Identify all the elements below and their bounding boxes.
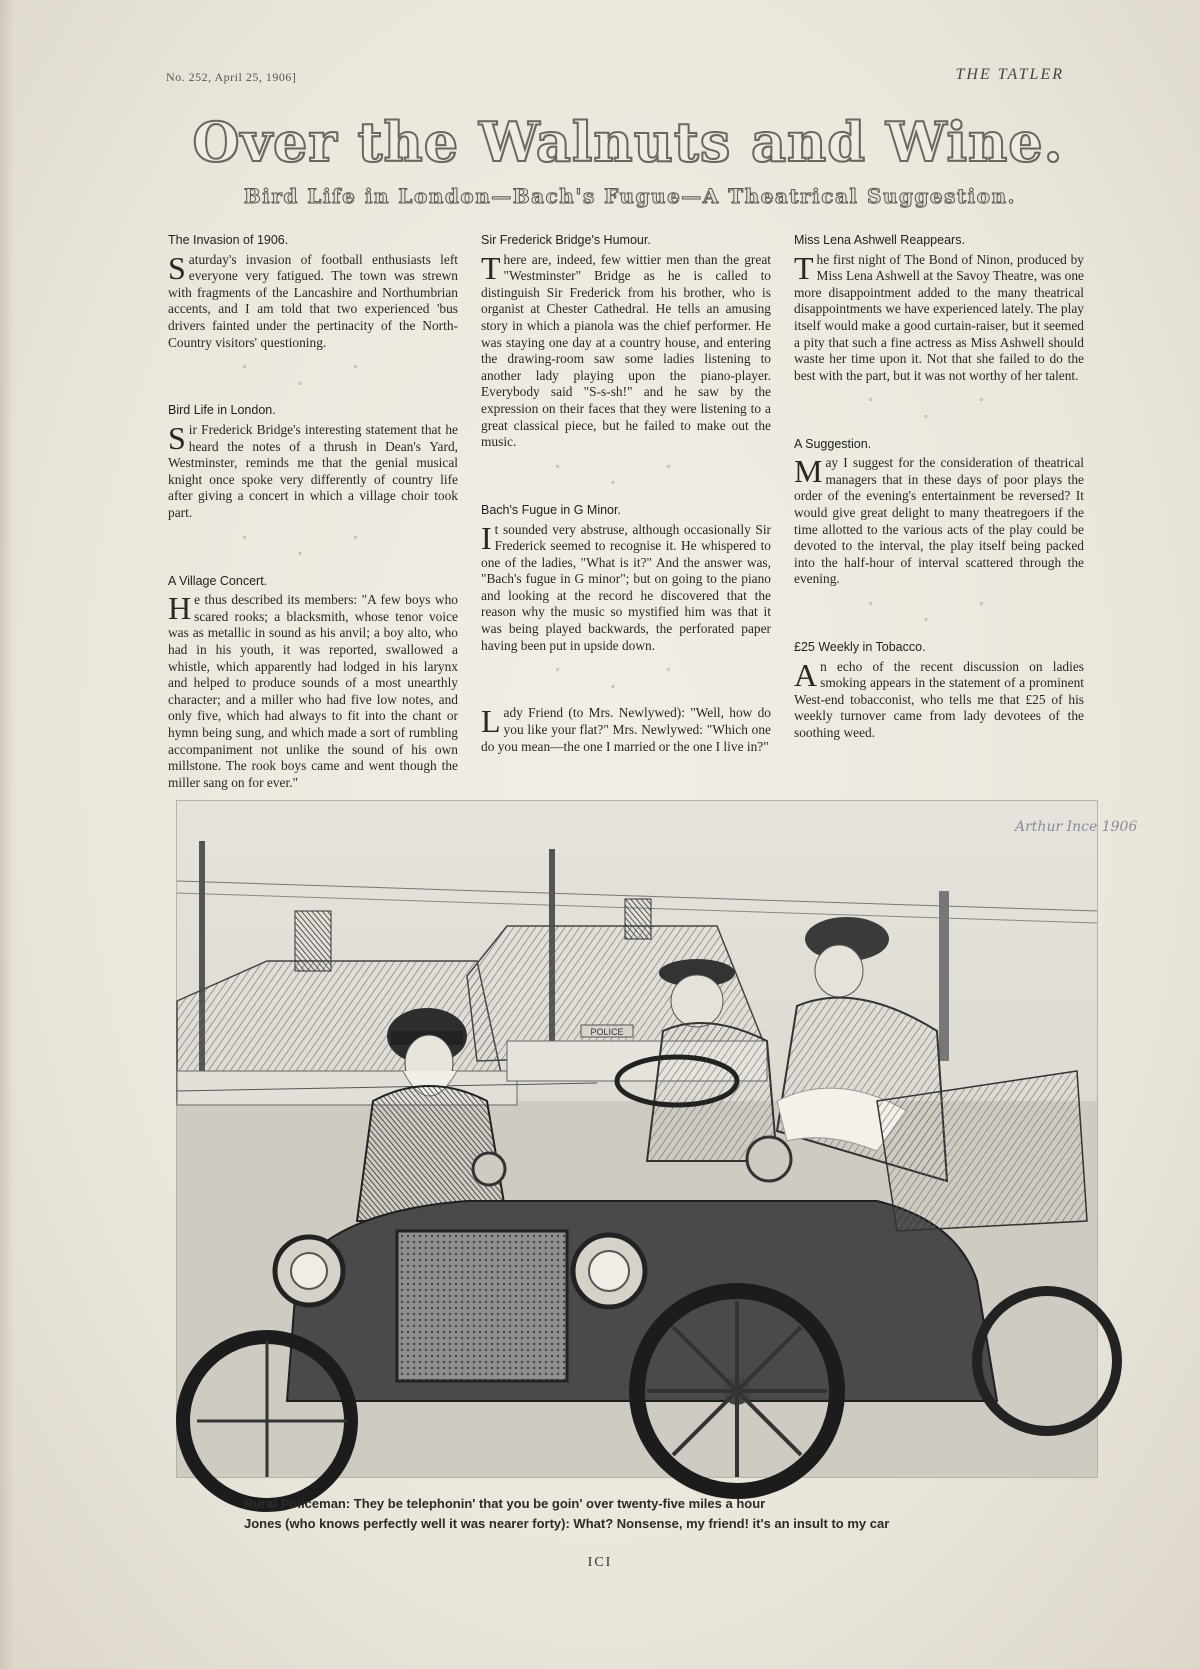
text-column-2 <box>481 232 771 755</box>
section-body: It sounded very abstruse, although occasionally Sir Frederick seemed to recognise it. He whispered to one of the ladies, "What is it?" And the answer was, "Bach's fugue in G minor"; but on going to the piano and looking at the record he discovered that the reason why the music so mystified him was that it was being played backwards, the perforated paper having been put in upside down. <box>481 519 771 653</box>
separator-dots: ◦ ◦ ◦ <box>555 664 723 693</box>
section-body: Sir Frederick Bridge's interesting statement that he heard the notes of a thrush in Dean's Yard, Westminster, reminds me that the genial musical knight once spoke very differently of country life after giving a concert in which a village choir took part. <box>168 419 458 520</box>
page-edge-shadow <box>0 0 14 1669</box>
separator-dots: ◦ ◦ ◦ <box>868 394 1036 423</box>
section <box>794 436 1084 588</box>
article-title: Over the Walnuts and Wine. <box>192 110 1064 174</box>
section-heading: Bird Life in London. <box>168 403 276 418</box>
illustration-caption <box>244 1494 1104 1534</box>
separator-dots: ◦ ◦ ◦ <box>242 531 410 561</box>
section-heading: £25 Weekly in Tobacco. <box>794 640 926 655</box>
section <box>168 402 458 521</box>
police-sign-text: POLICE <box>590 1027 624 1037</box>
section <box>168 232 458 351</box>
illustration-drawing <box>177 801 1138 1477</box>
section-body: May I suggest for the consideration of theatrical managers that in these days of poor plays the order of the evening's entertainment be reversed? It would give great delight to many theatregoers if the time allotted to the various acts of the play could be devoted to the interval, the play itself being packed into the half-hour of interval scattered through the evening. <box>794 453 1084 587</box>
dialogue-joke: Lady Friend (to Mrs. Newlywed): "Well, how do you like your flat?" Mrs. Newlywed: "Which one do you mean—the one I married or the one I live in?" <box>481 703 771 754</box>
section-body: The first night of The Bond of Ninon, produced by Miss Lena Ashwell at the Savoy Theatre, was one more disappointment added to the many theatrical disappointments we have experienced lately. The play itself would make a good curtain-raiser, but it seemed a pity that such a fine actress as Miss Ashwell should waste her time upon it. Not that she failed to do the best with the part, but it was not worthy of her talent. <box>794 249 1084 383</box>
article-subtitle: Bird Life in London—Bach's Fugue—A Theatrical Suggestion. <box>243 184 1017 208</box>
separator-dots: ◦ ◦ ◦ <box>555 460 723 490</box>
separator-dots: ◦ ◦ ◦ <box>868 597 1036 627</box>
section-heading: The Invasion of 1906. <box>168 233 289 247</box>
section-body: An echo of the recent discussion on ladies smoking appears in the statement of a prominent West-end tobacconist, who tells me that £25 of his weekly turnover came from lady devotees of the soothing weed. <box>794 656 1084 741</box>
separator-dots: ◦ ◦ ◦ <box>242 361 410 390</box>
section-heading: Miss Lena Ashwell Reappears. <box>794 233 965 247</box>
section-body: There are, indeed, few wittier men than the great "Westminster" Bridge as he is called to distinguish Sir Frederick from his brother, who is organist at Chester Cathedral. He tells an amusing story in which a pianola was the chief performer. He was staying one day at a country house, and entering the drawing-room saw some ladies listening to another lady playing upon the piano-player. Everybody said "S-s-sh!" and he saw by the expression on their faces that they were listening to a great classical piece, but he failed to make out the music. <box>481 249 771 450</box>
section-heading: Sir Frederick Bridge's Humour. <box>481 233 651 247</box>
issue-line: No. 252, April 25, 1906] <box>166 70 297 84</box>
section-heading: Bach's Fugue in G Minor. <box>481 502 621 517</box>
page-number: ICI <box>587 1555 613 1570</box>
section <box>794 639 1084 742</box>
section-heading: A Suggestion. <box>794 436 872 451</box>
text-column-3 <box>794 232 1084 742</box>
text-column-1 <box>168 232 458 791</box>
magazine-name: THE TATLER <box>955 66 1064 83</box>
section-body: Saturday's invasion of football enthusiasts left everyone very fatigued. The town was strewn with fragments of the Lancashire and Northumbrian accents, and I am told that two experienced 'bus drivers fainted under the pertinacity of the North-Country visitors' questioning. <box>168 249 458 350</box>
section <box>794 232 1084 384</box>
section-heading: A Village Concert. <box>168 573 268 588</box>
caption-line-2: Jones (who knows perfectly well it was nearer forty): What? Nonsense, my friend! it's an insult to my car <box>244 1516 890 1531</box>
caption-line-1: Rural Policeman: They be telephonin' that you be goin' over twenty-five miles a hour <box>244 1496 766 1511</box>
section <box>168 573 458 792</box>
section <box>481 232 771 451</box>
artist-signature: Arthur Ince 1906 <box>1015 819 1138 835</box>
section <box>481 502 771 654</box>
section-body: He thus described its members: "A few boys who scared rooks; a blacksmith, whose tenor voice was as metallic in sound as his anvil; a boy alto, who had in his youth, it was reported, swallowed a whistle, which apparently had lodged in his larynx and helped to produce sounds of a most unearthly character; and a miller who had five low notes, and only five, which had always to fit into the chant or hymn being sung, and which made a sort of rumbling accompaniment not unlike the sound of his own millstone. The rook boys came and went though the miller sang on for ever." <box>168 590 458 790</box>
motorcar-illustration <box>176 800 1138 1478</box>
